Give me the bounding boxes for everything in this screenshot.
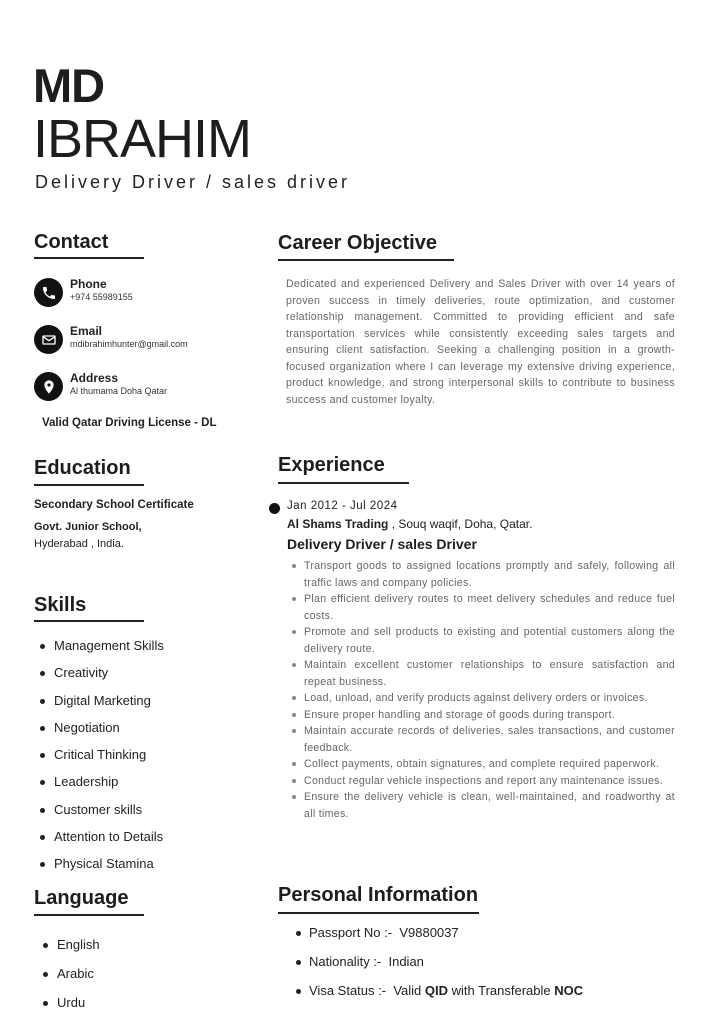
education-divider — [34, 484, 144, 486]
address-label: Address — [70, 371, 119, 385]
email-label: Email — [70, 324, 103, 338]
driving-license: Valid Qatar Driving License - DL — [42, 417, 217, 429]
visa-middle: with Transferable — [451, 983, 551, 998]
personal-divider — [278, 912, 479, 914]
last-name: IBRAHIM — [33, 109, 252, 169]
experience-title: Delivery Driver / sales Driver — [287, 536, 477, 552]
skills-divider — [34, 620, 144, 622]
nationality-value: Indian — [388, 954, 424, 969]
education-school: Govt. Junior School, — [34, 521, 142, 533]
language-item: Urdu — [37, 995, 100, 1024]
job-role: Delivery Driver / sales driver — [35, 172, 351, 192]
visa-qid: QID — [424, 983, 449, 998]
experience-dates: Jan 2012 - Jul 2024 — [287, 500, 398, 512]
contact-divider — [34, 257, 144, 259]
responsibility-item: Load, unload, and verify products against delivery orders or invoices. — [288, 690, 675, 707]
personal-heading: Personal Information — [278, 884, 479, 906]
responsibility-item: Maintain accurate records of deliveries, sales transactions, and customer feedback. — [288, 723, 675, 756]
language-item: English — [37, 937, 100, 966]
skill-item: Creativity — [34, 665, 164, 692]
visa-noc: NOC — [554, 983, 584, 998]
responsibility-item: Maintain excellent customer relationships to ensure satisfaction and repeat business. — [288, 657, 675, 690]
experience-company-location: , Souq waqif, Doha, Qatar. — [388, 517, 533, 531]
responsibility-item: Ensure the delivery vehicle is clean, well-maintained, and roadworthy at all times. — [288, 789, 675, 822]
experience-company: Al Shams Trading — [287, 517, 389, 531]
objective-divider — [278, 259, 454, 261]
personal-info-list — [294, 925, 583, 1012]
skill-item: Leadership — [34, 774, 164, 801]
contact-phone — [34, 278, 264, 312]
language-list — [37, 937, 100, 1024]
skill-item: Physical Stamina — [34, 856, 164, 883]
phone-value: +974 55989155 — [70, 292, 133, 302]
language-item: Arabic — [37, 966, 100, 995]
skill-item: Critical Thinking — [34, 747, 164, 774]
visa-prefix: Valid — [393, 983, 422, 998]
skill-item: Digital Marketing — [34, 693, 164, 720]
nationality-label: Nationality :- — [309, 954, 382, 969]
skill-item: Customer skills — [34, 802, 164, 829]
responsibility-item: Ensure proper handling and storage of goods during transport. — [288, 707, 675, 724]
responsibility-item: Promote and sell products to existing and potential customers along the delivery route. — [288, 624, 675, 657]
experience-company-line — [287, 517, 532, 531]
education-heading: Education — [34, 457, 131, 479]
nationality-row — [294, 954, 583, 983]
location-icon — [34, 372, 63, 401]
passport-value: V9880037 — [399, 925, 459, 940]
visa-label: Visa Status :- — [309, 983, 387, 998]
phone-label: Phone — [70, 277, 107, 291]
timeline-dot-icon — [269, 503, 280, 514]
contact-address — [34, 372, 264, 406]
objective-heading: Career Objective — [278, 232, 437, 254]
skill-item: Management Skills — [34, 638, 164, 665]
responsibility-item: Conduct regular vehicle inspections and report any maintenance issues. — [288, 773, 675, 790]
education-certificate: Secondary School Certificate — [34, 499, 194, 511]
language-heading: Language — [34, 887, 129, 909]
responsibility-item: Transport goods to assigned locations promptly and safely, following all traffic laws and company policies. — [288, 558, 675, 591]
contact-heading: Contact — [34, 231, 109, 253]
responsibility-item: Collect payments, obtain signatures, and complete required paperwork. — [288, 756, 675, 773]
email-value[interactable]: mdibrahimhunter@gmail.com — [70, 339, 188, 349]
skill-item: Negotiation — [34, 720, 164, 747]
responsibility-item: Plan efficient delivery routes to meet delivery schedules and reduce fuel costs. — [288, 591, 675, 624]
education-location: Hyderabad , India. — [34, 538, 124, 550]
first-name: MD — [33, 59, 105, 112]
phone-icon — [34, 278, 63, 307]
objective-text: Dedicated and experienced Delivery and Sales Driver with over 14 years of proven success in timely deliveries, route optimization, and customer relationship management. Committed to providing efficient and safe transportation services while consistently exceeding sales targets and ensuring client satisfaction. Seeking a challenging position in a growth-focused organization where I can leverage my extensive driving experience, product knowledge, and strong interpersonal skills to contribute to business success and customer loyalty. — [286, 278, 675, 406]
experience-divider — [278, 482, 409, 484]
passport-label: Passport No :- — [309, 925, 393, 940]
passport-row — [294, 925, 583, 954]
skills-list — [34, 638, 164, 884]
responsibilities-list — [288, 558, 675, 822]
language-divider — [34, 914, 144, 916]
contact-email — [34, 325, 264, 359]
experience-heading: Experience — [278, 454, 385, 476]
visa-row — [294, 983, 583, 1012]
skills-heading: Skills — [34, 594, 87, 616]
email-icon — [34, 325, 63, 354]
address-value: Al thumama Doha Qatar — [70, 386, 168, 396]
skill-item: Attention to Details — [34, 829, 164, 856]
